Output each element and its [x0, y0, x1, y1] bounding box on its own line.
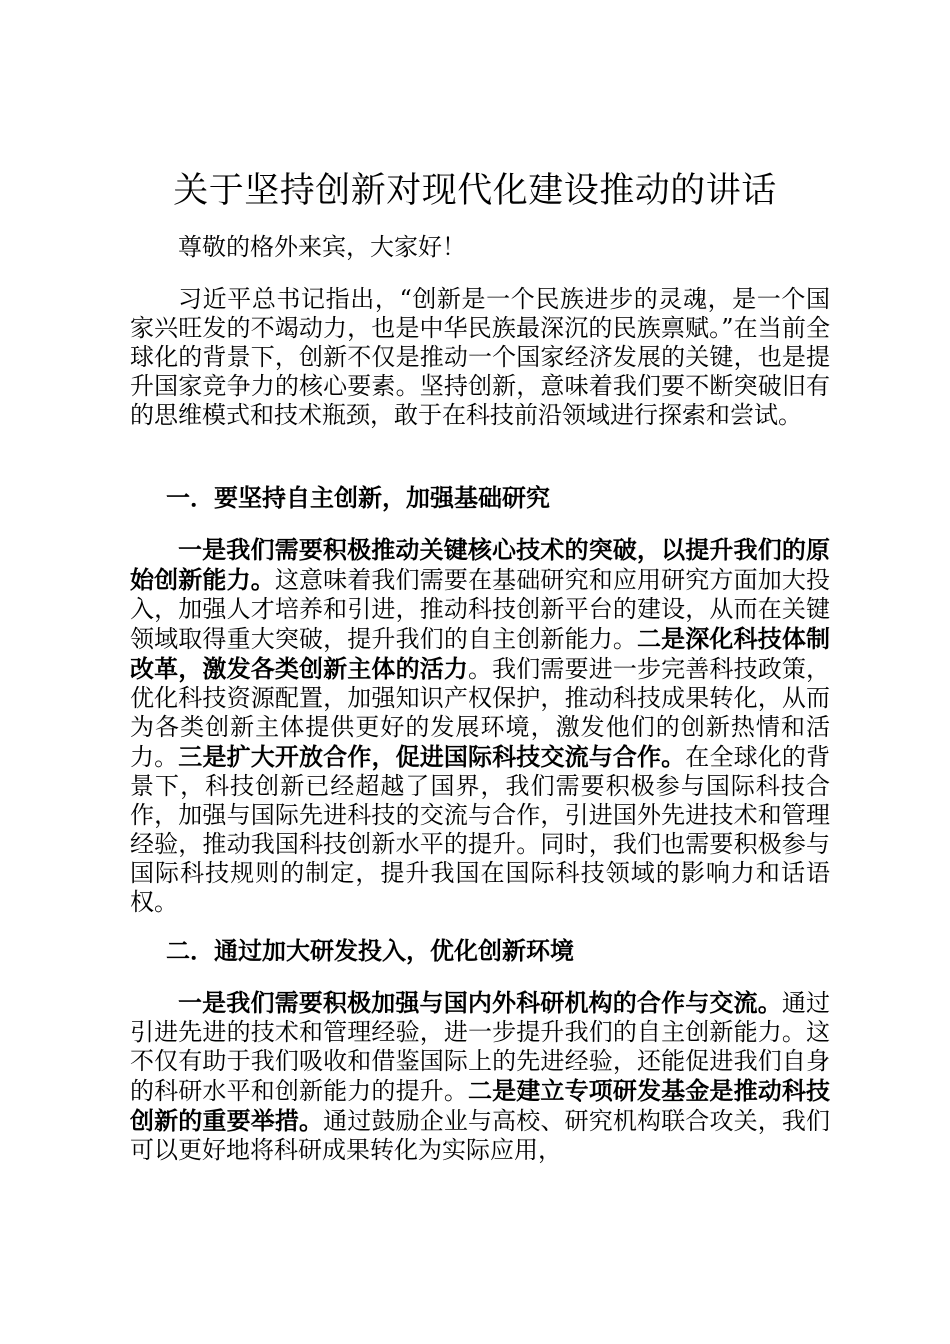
- intro-paragraph: 习近平总书记指出，“创新是一个民族进步的灵魂，是一个国家兴旺发的不竭动力，也是中华民族最深沉的民族禀赋。”在当前全球化的背景下，创新不仅是推动一个国家经济发展的关键，也是提升国家竞争力的核心要素。坚持创新，意味着我们要不断突破旧有的思维模式和技术瓶颈，敢于在科技前沿领域进行探索和尝试。: [130, 285, 830, 429]
- section-2-point-2-bold: 二是建立专项研发基金是推动科技创新的重要举措。: [130, 1076, 830, 1135]
- section-2-point-1-text: 通过引进先进的技术和管理经验，进一步提升我们的自主创新能力。这不仅有助于我们吸收和借鉴国际上的先进经验，还能促进我们自身的科研水平和创新能力的提升。: [130, 989, 831, 1105]
- section-1-paragraph: [130, 535, 830, 917]
- section-2-point-2-text: 通过鼓励企业与高校、研究机构联合攻关，我们可以更好地将科研成果转化为实际应用，: [130, 1107, 831, 1164]
- section-1-point-1-bold: 一是我们需要积极推动关键核心技术的突破，以提升我们的原始创新能力。: [130, 535, 830, 594]
- section-1-point-1-text: 这意味着我们需要在基础研究和应用研究方面加大投入，加强人才培养和引进，推动科技创新平台的建设，从而在关键领域取得重大突破，提升我们的自主创新能力。: [130, 566, 831, 653]
- section-2-point-1-bold: 一是我们需要积极加强与国内外科研机构的合作与交流。: [178, 988, 782, 1017]
- section-1-point-3-bold: 三是扩大开放合作，促进国际科技交流与合作。: [178, 742, 686, 771]
- section-1-point-2-bold: 二是深化科技体制改革，激发各类创新主体的活力: [130, 624, 830, 683]
- document-title: 关于坚持创新对现代化建设推动的讲话: [173, 171, 777, 211]
- section-2-heading: 二．通过加大研发投入，优化创新环境: [166, 936, 574, 965]
- section-1-heading: 一．要坚持自主创新，加强基础研究: [166, 483, 550, 512]
- section-2-paragraph: [130, 988, 830, 1165]
- section-1-point-2-text: 。我们需要进一步完善科技政策，优化科技资源配置，加强知识产权保护，推动科技成果转化，从而为各类创新主体提供更好的发展环境，激发他们的创新热情和活力。: [130, 655, 830, 771]
- greeting: 尊敬的格外来宾，大家好！: [178, 233, 466, 261]
- section-1-point-3-text: 在全球化的背景下，科技创新已经超越了国界，我们需要积极参与国际科技合作，加强与国际先进科技的交流与合作，引进国外先进技术和管理经验，推动我国科技创新水平的提升。同时，我们也需要积极参与国际科技规则的制定，提升我国在国际科技领域的影响力和话语权。: [130, 743, 831, 916]
